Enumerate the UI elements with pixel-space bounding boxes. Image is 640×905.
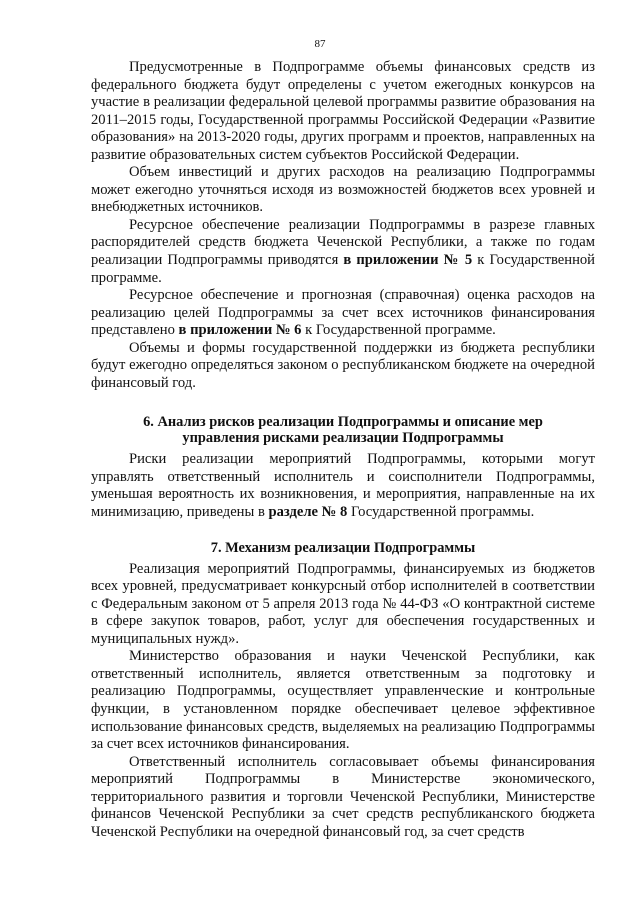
- appendix-6-reference: в приложении № 6: [178, 322, 302, 339]
- paragraph-state-support: Объемы и формы государственной поддержки из бюджета республики будут ежегодно определяться законом о республиканском бюджете на очередной финансовый год.: [91, 339, 595, 391]
- paragraph-ministry-responsibility: Министерство образования и науки Чеченской Республики, как ответственный исполнитель, является ответственным за подготовку и реализацию Подпрограммы, осуществляет управленческие и контрольные функции, в установленном порядке обеспечивает целевое эффективное использование финансовых средств, выделяемых на реализацию Подпрограммы за счет всех источников финансирования.: [91, 648, 595, 753]
- paragraph-funding-agreement: Ответственный исполнитель согласовывает объемы финансирования мероприятий Подпрограммы в Министерстве экономического, территориального развития и торговли Чеченской Республики, Министерстве финансов Чеченской Республики за счет средств республиканского бюджета Чеченской Республики на очередной финансовый год, за счет средств: [91, 753, 595, 840]
- paragraph-risks: [91, 451, 595, 521]
- section-heading-7: 7. Механизм реализации Подпрограммы: [210, 539, 476, 556]
- paragraph-resource-appendix-6: [91, 287, 595, 340]
- paragraph-text: Риски реализации мероприятий Подпрограммы, которыми могут управлять ответственный исполнитель и соисполнители Подпрограммы, уменьшая вероятность их возникновения, и мероприятия, направленные на их минимизацию, приведены в: [91, 451, 595, 521]
- paragraph-text: к Государственной программе.: [91, 252, 595, 286]
- section-heading-6-line1: 6. Анализ рисков реализации Подпрограммы и описание мер: [143, 414, 543, 431]
- paragraph-competitive-selection: Реализация мероприятий Подпрограммы, финансируемых из бюджетов всех уровней, предусматривает конкурсный отбор исполнителей в соответствии с Федеральным законом от 5 апреля 2013 года № 44-ФЗ «О контрактной системе в сфере закупок товаров, работ, услуг для обеспечения государственных и муниципальных нужд».: [91, 560, 595, 647]
- paragraph-investment-volume: Объем инвестиций и других расходов на реализацию Подпрограммы может ежегодно уточняться исходя из возможностей бюджетов всех уровней и внебюджетных источников.: [91, 164, 595, 216]
- paragraph-text: Ресурсное обеспечение реализации Подпрограммы в разрезе главных распорядителей средств бюджета Чеченской Республики, а также по годам реализации Подпрограммы приводятся: [91, 216, 595, 269]
- section-heading-6-line2: управления рисками реализации Подпрограммы: [182, 430, 504, 447]
- paragraph-text: Государственной программы.: [347, 504, 535, 521]
- page-number: 87: [314, 38, 326, 50]
- paragraph-resource-appendix-5: [91, 217, 595, 287]
- paragraph-text: к Государственной программе.: [301, 322, 496, 339]
- section-8-reference: разделе № 8: [268, 504, 348, 521]
- section-heading-6: [91, 414, 595, 446]
- document-body: [91, 59, 595, 841]
- paragraph-federal-funding: Предусмотренные в Подпрограмме объемы финансовых средств из федерального бюджета будут определены с учетом ежегодных конкурсов на участие в реализации федеральной целевой программы развитие образования на 2011–2015 годы, Государственной программы Российской Федерации «Развитие образования» на 2013-2020 годы, других программ и проектов, направленных на развитие образовательных систем субъектов Российской Федерации.: [91, 59, 595, 163]
- appendix-5-reference: в приложении № 5: [343, 252, 473, 269]
- paragraph-text: Ресурсное обеспечение и прогнозная (справочная) оценка расходов на реализацию целей Подпрограммы за счет всех источников финансирования представлено: [91, 287, 595, 339]
